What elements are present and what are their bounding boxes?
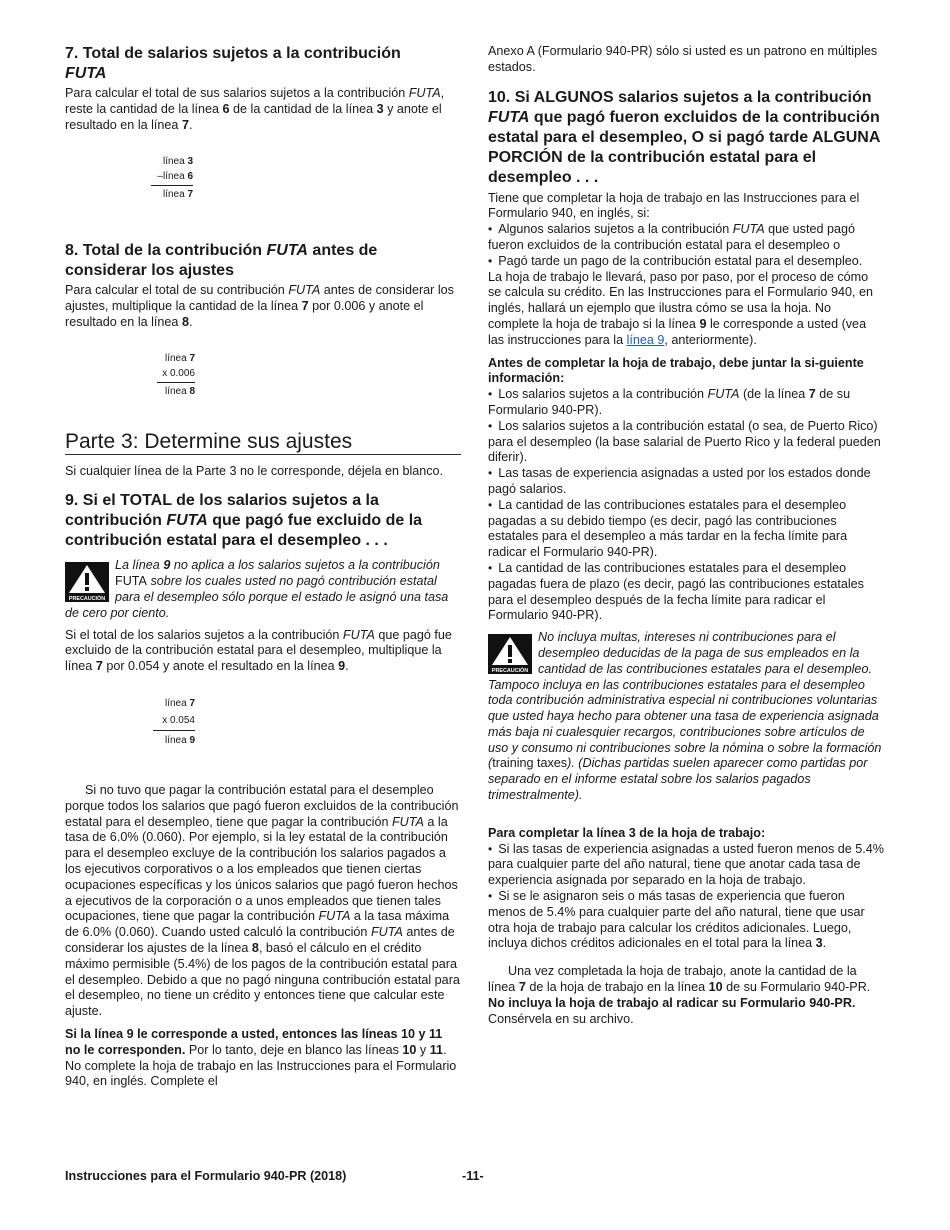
info-item-5: • La cantidad de las contribuciones estatales para el desempleo pagadas fuera de plazo (es decir, pagó las contribuciones estatales para el desempleo después de la fecha límite para radicar el Formulario 940-PR).: [488, 561, 884, 624]
calc-line-7: línea 3 –línea 6 línea 7: [65, 154, 193, 202]
calc-line-9-row3: línea 9: [164, 734, 195, 746]
paragraph-line-8: Para calcular el total de su contribución FUTA antes de considerar los ajustes, multiplique la cantidad de la línea 7 por 0.006 y anote el resultado en la línea 8.: [65, 283, 454, 329]
paragraph-line-7: Para calcular el total de sus salarios sujetos a la contribución FUTA, reste la cantidad de la línea 6 de la cantidad de la línea 3 y anote el resultado en la línea 7.: [65, 86, 445, 132]
calc-line-8-row2: x 0.006: [157, 366, 195, 383]
caution-icon: [65, 562, 109, 602]
heading-line-9: 9. Si el TOTAL de los salarios sujetos a la contribución FUTA que pagó fue excluido de la contribución estatal para el desempleo . . .: [65, 492, 423, 550]
final-paragraph: Una vez completada la hoja de trabajo, anote la cantidad de la línea 7 de la hoja de trabajo en la línea 10 de su Formulario 940-PR. No incluya la hoja de trabajo al radicar su Formulario 940-PR. Consérvela en su archivo.: [488, 964, 871, 1026]
caution-text-line-9: La línea 9 no aplica a los salarios sujetos a la contribución FUTA sobre los cuales usted no pagó contribución estatal para el desempleo sólo porque el estado le asignó una tasa de cero por ciento.: [65, 558, 449, 620]
heading-line-7: 7. Total de salarios sujetos a la contribución FUTA: [65, 45, 401, 82]
caution-icon: [488, 634, 532, 674]
caution-label: PRECAUCIÓN: [68, 596, 106, 603]
caution-box-line-9: [65, 558, 461, 621]
link-line-9[interactable]: línea 9: [626, 332, 665, 347]
caution-label: PRECAUCIÓN: [491, 668, 529, 675]
info-item-3: • Las tasas de experiencia asignadas a usted por los estados donde pagó salarios.: [488, 466, 884, 498]
info-item-4: • La cantidad de las contribuciones estatales para el desempleo pagadas a su debido tiempo (es decir, pagó las contribuciones estatales para el desempleo a más tardar en la fecha límite para radicar el Formulario 940-PR).: [488, 498, 884, 561]
calc-line-8-row3: línea 8: [164, 385, 195, 397]
caution-box-line-10: [488, 630, 884, 804]
part3-intro: Si cualquier línea de la Parte 3 no le corresponde, déjela en blanco.: [65, 463, 444, 478]
footer-page-number: -11-: [462, 1169, 484, 1183]
left-column: [65, 44, 461, 1090]
calc-line-8: [65, 351, 195, 399]
bullet-line-10-1: • Algunos salarios sujetos a la contribución FUTA que usted pagó fueron excluidos de la contribución estatal para el desempleo o: [488, 222, 884, 254]
info-item-1: • Los salarios sujetos a la contribución FUTA (de la línea 7 de su Formulario 940-PR).: [488, 387, 884, 419]
right-column: [488, 44, 884, 1027]
paragraph-line-10-a: Tiene que completar la hoja de trabajo en las Instrucciones para el Formulario 940, en inglés, si:: [488, 190, 860, 221]
line3-bullet-2: • Si se le asignaron seis o más tasas de experiencia que fueron menos de 5.4% para cualquier parte del año natural, tiene que usar otra hoja de trabajo para calcular los créditos adicionales. Luego, incluya dichos créditos adicionales en el total para la línea 3.: [488, 889, 884, 952]
paragraph-line-9-a: Si el total de los salarios sujetos a la contribución FUTA que pagó fue excluido de la contribución estatal para el desempleo, multiplique la línea 7 por 0.054 y anote el resultado en la línea 9.: [65, 627, 452, 674]
heading-line-10: 10. Si ALGUNOS salarios sujetos a la contribución FUTA que pagó fueron excluidos de la contribución estatal para el desempleo, O si pagó tarde ALGUNA PORCIÓN de la contribución estatal para el desempleo . . .: [488, 88, 880, 186]
paragraph-line-10-b: La hoja de trabajo le llevará, paso por paso, por el proceso de cómo se calcula su crédito. En las Instrucciones para el Formulario 940, en inglés, hallará un ejemplo que ilustra cómo se usa la hoja. No complete la hoja de trabajo si la línea 9 le corresponde a usted (vea las instrucciones para la línea 9, anteriormente).: [488, 269, 874, 347]
heading-line-8: 8. Total de la contribución FUTA antes de considerar los ajustes: [65, 242, 378, 280]
calc-line-9-row1: línea 7: [164, 697, 195, 709]
continued-paragraph: Anexo A (Formulario 940-PR) sólo si usted es un patrono en múltiples estados.: [488, 44, 878, 74]
calc-line-8-row1: línea 7: [164, 352, 195, 364]
caution-text-line-10: No incluya multas, intereses ni contribuciones para el desempleo deducidas de la paga de sus empleados en la cantidad de las contribuciones estatales para el desempleo. Tampoco incluya en las contribuciones estatales para el desempleo toda contribución administrativa especial ni contribuciones voluntarias que usted haya hecho para obtener una tasa de experiencia asignada más baja ni cualesquier recargos, contribuciones sobre artículos de uso y consumo ni contribuciones sobre la nómina o sobre la formación (training taxes). (Dichas partidas suelen aparecer como partidas por separado en el informe estatal sobre los salarios pagados trimestralmente).: [488, 630, 882, 803]
paragraph-line-9-b: Si no tuvo que pagar la contribución estatal para el desempleo porque todos los salarios que pagó fueron excluidos de la contribución estatal para el desempleo, tiene que pagar la contribución FUTA a la tasa de 6.0% (0.060). Por ejemplo, si la ley estatal de la contribución para el desempleo excluye de la contribución los salarios pagados a los ejecutivos corporativos o a los empleados que tienen ciertas ocupaciones específicas y los únicos salarios que pagó fueron hechos a ejecutivos de la corporación o a unos empleados que tienen tales ocupaciones, tiene que pagar la contribución FUTA a la tasa máxima de 6.0% (0.060). Cuando usted calculó la contribución FUTA antes de considerar los ajustes de la línea 8, basó el cálculo en el crédito máximo permisible (5.4%) de los pagos de la contribución estatal para el desempleo. Debido a que no pagó ninguna contribución estatal para el desempleo, no tiene un crédito y entonces tiene que calcular este ajuste.: [65, 782, 460, 1019]
before-worksheet-heading: Antes de completar la hoja de trabajo, debe juntar la si-guiente información:: [488, 355, 864, 386]
info-item-2: • Los salarios sujetos a la contribución estatal (o sea, de Puerto Rico) para el desempleo (la base salarial de Puerto Rico y la federal pueden diferir).: [488, 419, 884, 466]
calc-line-9: [65, 695, 195, 749]
calc-line-9-row2: x 0.054: [153, 712, 195, 731]
footer-title: Instrucciones para el Formulario 940-PR (2018): [65, 1169, 347, 1183]
line3-bullet-1: • Si las tasas de experiencia asignadas a usted fueron menos de 5.4% para cualquier parte del año natural, tiene que anotar cada tasa de experiencia asignada por separado en la hoja de trabajo.: [488, 842, 884, 889]
bullet-line-10-2: • Pagó tarde un pago de la contribución estatal para el desempleo.: [488, 254, 884, 270]
part3-title: Parte 3: Determine sus ajustes: [65, 434, 461, 455]
paragraph-line-9-c: Si la línea 9 le corresponde a usted, entonces las líneas 10 y 11 no le corresponden. Por lo tanto, deje en blanco las líneas 10 y 11. No complete la hoja de trabajo en las Instrucciones para el Formulario 940, en inglés. Complete el: [65, 1026, 457, 1089]
line3-heading: Para completar la línea 3 de la hoja de trabajo:: [488, 825, 766, 840]
